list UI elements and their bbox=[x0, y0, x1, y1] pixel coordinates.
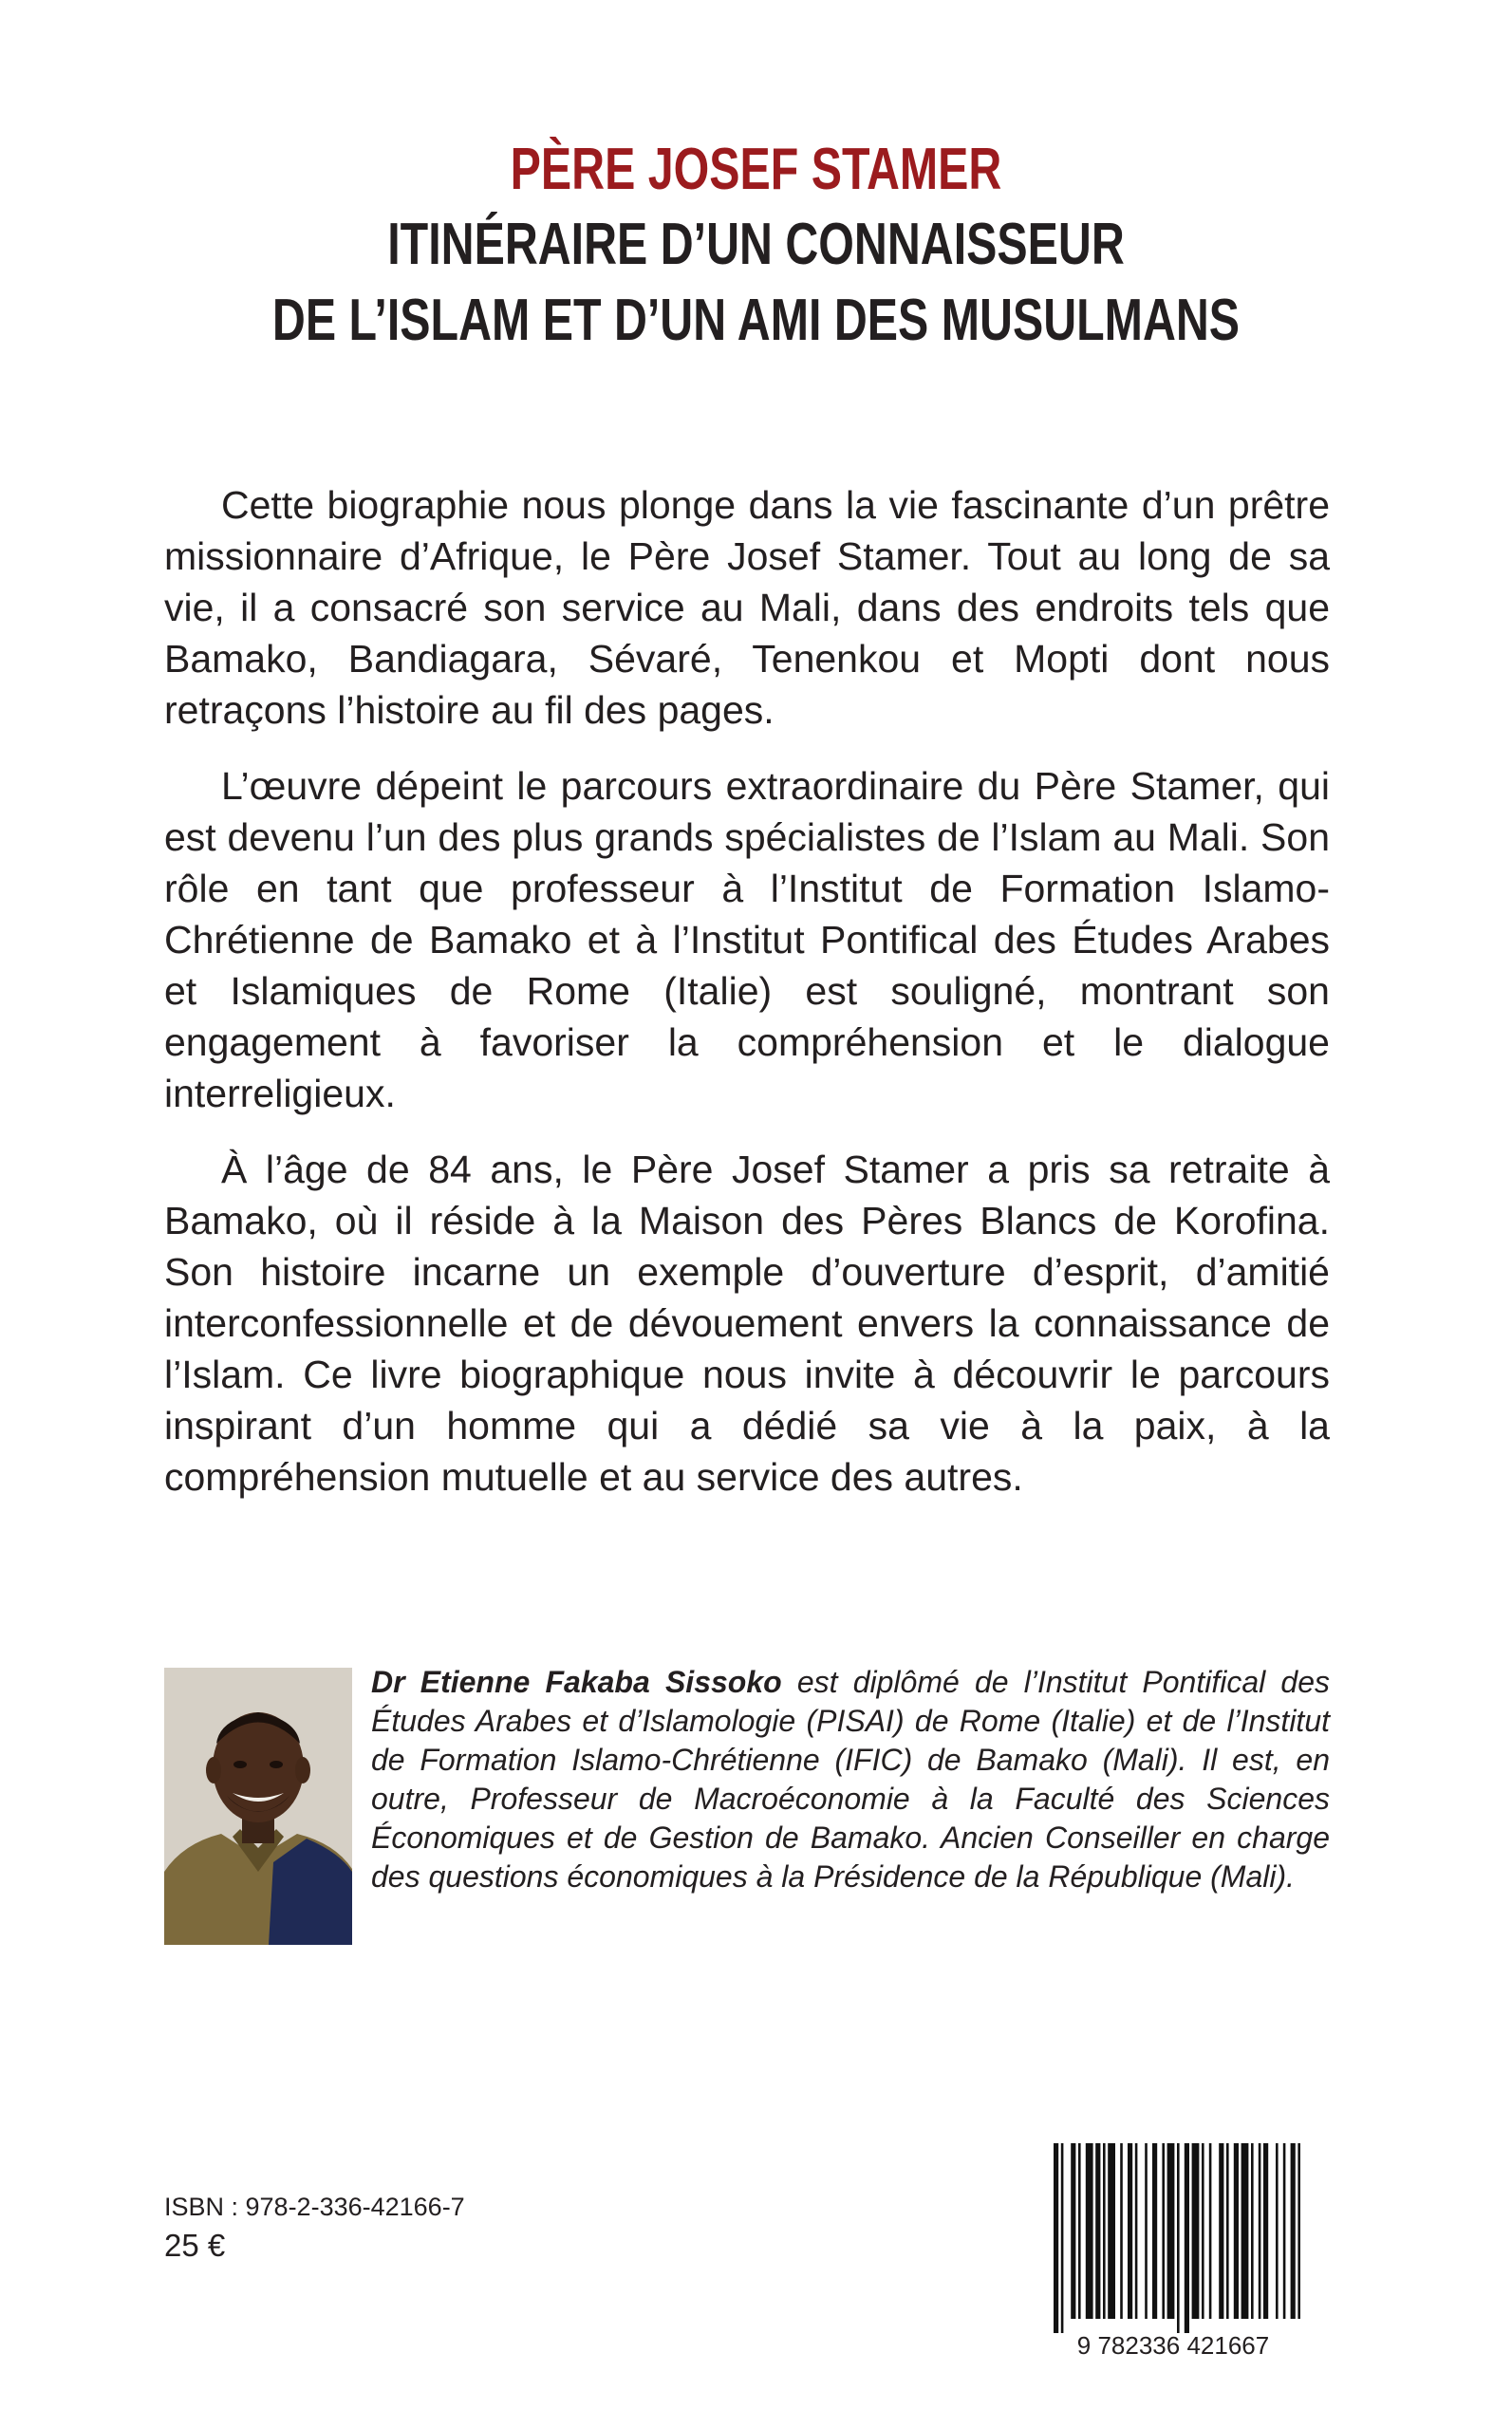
barcode-bar bbox=[1145, 2143, 1148, 2319]
barcode-bar bbox=[1162, 2143, 1165, 2319]
barcode-bar bbox=[1209, 2143, 1212, 2319]
book-title-line-3: DE L’ISLAM ET D’UN AMI DES MUSULMANS bbox=[271, 288, 1241, 353]
barcode-bar bbox=[1297, 2143, 1300, 2319]
author-bio bbox=[371, 1663, 1330, 1896]
barcode-bar bbox=[1054, 2143, 1058, 2333]
barcode-bar bbox=[1283, 2143, 1286, 2319]
barcode-bar bbox=[1177, 2143, 1180, 2333]
barcode-bar bbox=[1120, 2143, 1123, 2319]
isbn: ISBN : 978-2-336-42166-7 bbox=[164, 2193, 465, 2221]
book-title-line-2: ITINÉRAIRE D’UN CONNAISSEUR bbox=[387, 212, 1125, 277]
barcode-bar bbox=[1234, 2143, 1239, 2319]
barcode-bar bbox=[1108, 2143, 1115, 2319]
barcode-bar bbox=[1152, 2143, 1157, 2319]
barcode-bar bbox=[1291, 2143, 1296, 2319]
barcode-bar bbox=[1219, 2143, 1223, 2319]
barcode-bar bbox=[1128, 2143, 1132, 2319]
barcode-bar bbox=[1167, 2143, 1175, 2319]
barcode-bar bbox=[1185, 2143, 1189, 2333]
summary-text bbox=[164, 479, 1330, 1527]
author-name: Dr Etienne Fakaba Sissoko bbox=[371, 1665, 782, 1699]
title-block bbox=[0, 133, 1512, 359]
barcode-bar bbox=[1061, 2143, 1064, 2333]
summary-paragraph-1: Cette biographie nous plonge dans la vie fascinante d’un prêtre missionnaire d’Afrique, le Père Josef Stamer. Tout au long de sa vie, il a consacré son service au Mali, dans des endroits tels que Bamako, Bandiagara, Sévaré, Tenenkou et Mopti dont nous retraçons l’histoire au fil des pages. bbox=[164, 483, 1330, 732]
author-portrait-icon bbox=[164, 1668, 352, 1945]
barcode-bars bbox=[1054, 2143, 1300, 2333]
barcode-bar bbox=[1202, 2143, 1204, 2319]
barcode-bar bbox=[1078, 2143, 1081, 2319]
author-photo bbox=[164, 1668, 352, 1945]
barcode-bar bbox=[1276, 2143, 1279, 2319]
barcode-bar bbox=[1251, 2143, 1254, 2319]
book-title-subject: PÈRE JOSEF STAMER bbox=[510, 137, 1002, 202]
barcode-bar bbox=[1095, 2143, 1100, 2319]
price: 25 € bbox=[164, 2228, 226, 2263]
barcode-bar bbox=[1086, 2143, 1093, 2319]
barcode-bar bbox=[1071, 2143, 1075, 2319]
barcode-bar bbox=[1226, 2143, 1229, 2319]
barcode-bar bbox=[1135, 2143, 1138, 2319]
barcode-bar bbox=[1103, 2143, 1106, 2319]
barcode bbox=[1033, 2143, 1314, 2362]
summary-paragraph-3: À l’âge de 84 ans, le Père Josef Stamer a pris sa retraite à Bamako, où il réside à la Maison des Pères Blancs de Korofina. Son histoire incarne un exemple d’ouverture d’esprit, d’amitié interconfessionnelle et de dévouement envers la connaissance de l’Islam. Ce livre biographique nous invite à découvrir le parcours inspirant d’un homme qui a dédié sa vie à la paix, à la compréhension mutuelle et au service des autres. bbox=[164, 1148, 1330, 1499]
barcode-bar bbox=[1259, 2143, 1261, 2319]
barcode-digits: 9 782336 421667 bbox=[1076, 2331, 1270, 2360]
barcode-bar bbox=[1263, 2143, 1268, 2319]
summary-paragraph-2: L’œuvre dépeint le parcours extraordinaire du Père Stamer, qui est devenu l’un des plus grands spécialistes de l’Islam au Mali. Son rôle en tant que professeur à l’Institut de Formation Islamo-Chrétienne de Bamako et à l’Institut Pontifical des Études Arabes et Islamiques de Rome (Italie) est souligné, montrant son engagement à favoriser la compréhension et le dialogue interreligieux. bbox=[164, 764, 1330, 1115]
barcode-bar bbox=[1192, 2143, 1200, 2319]
barcode-bar bbox=[1241, 2143, 1249, 2319]
author-bio-text: est diplômé de l’Institut Pontifical des Études Arabes et d’Islamologie (PISAI) de Rome (Italie) et de l’Institut de Formation Islamo-Chrétienne (IFIC) de Bamako (Mali). Il est, en outre, Professeur de Macroéconomie à la Faculté des Sciences Économiques et de Gestion de Bamako. Ancien Conseiller en charge des questions économiques à la Présidence de la République (Mali). bbox=[371, 1665, 1330, 1894]
